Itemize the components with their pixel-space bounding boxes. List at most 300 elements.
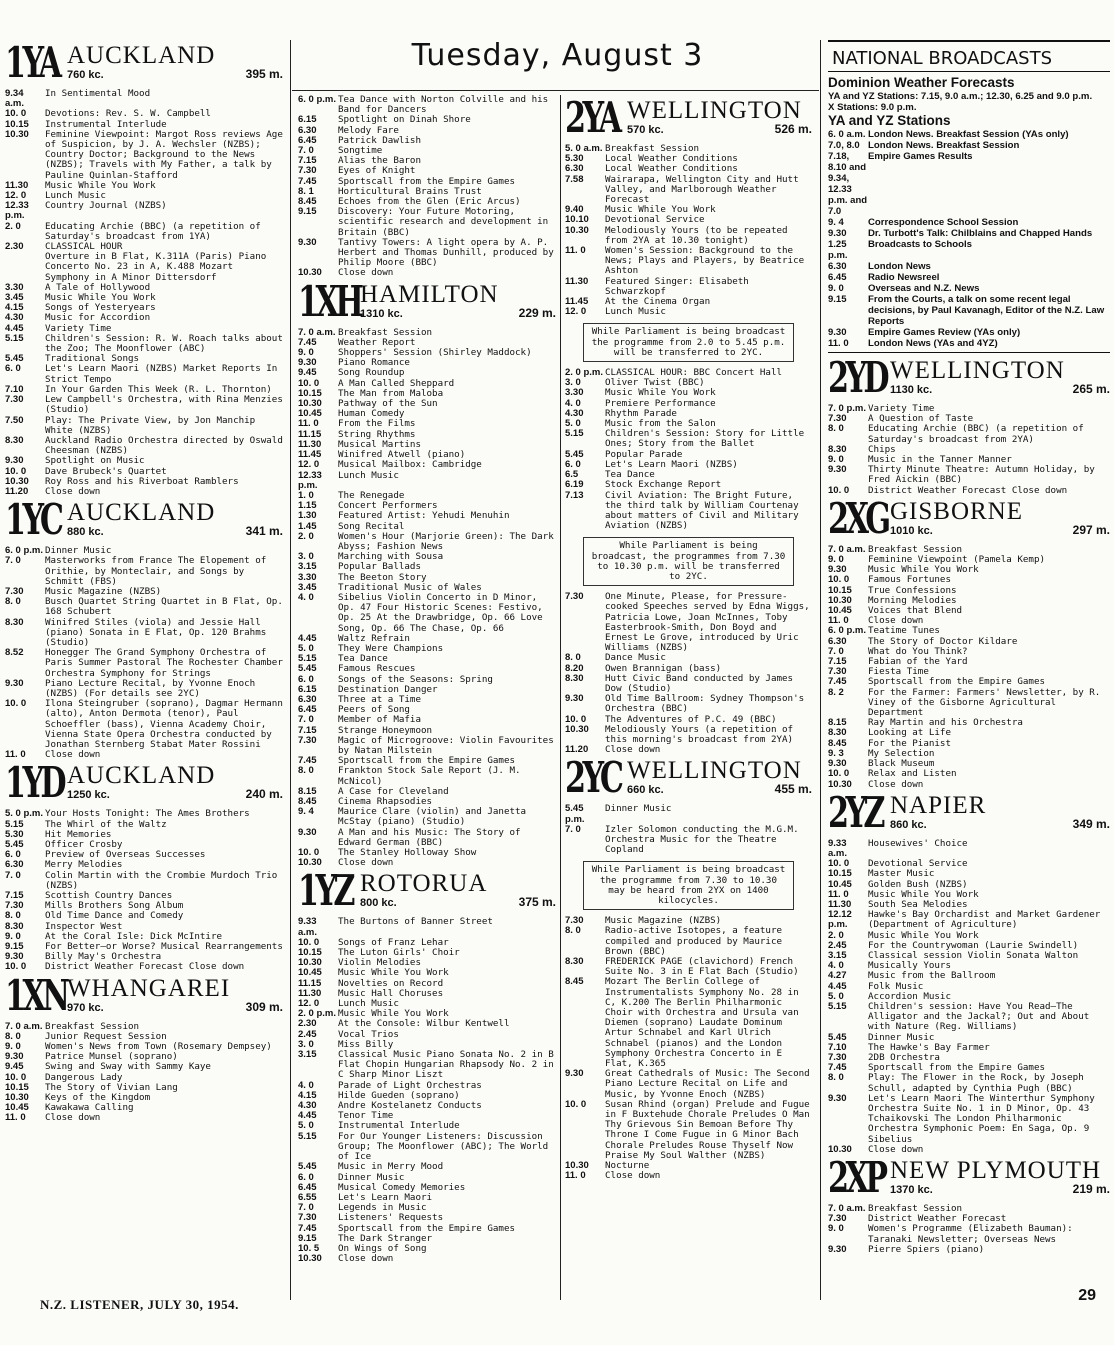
station-wavelength: 395 m. [245, 67, 283, 81]
entry-text: Andre Kostelanetz Conducts [338, 1100, 482, 1112]
entry-time: 9.30 [5, 455, 24, 467]
entry-time: 2.45 [298, 1028, 317, 1040]
entry-time: 8. 0 [828, 1072, 844, 1084]
schedule-entry [298, 948, 556, 958]
entry-time: 2. 0 [828, 929, 844, 941]
entry-text: Women's Session: Background to the News; Plays and Players, by Beatrice Ashton [605, 245, 805, 277]
entry-text: Country Journal (NZBS) [45, 200, 167, 212]
schedule-entry [565, 297, 812, 307]
entry-time: 5.15 [828, 1000, 847, 1012]
schedule-entry [828, 129, 1110, 140]
entry-text: Echoes from the Glen (Eric Arcus) [338, 196, 521, 208]
schedule-entry [828, 327, 1110, 338]
entry-text: Frankton Stock Sale Report (J. M. McNicol) [338, 765, 521, 787]
entry-text: Musical Mailbox: Cambridge [338, 459, 482, 471]
entry-text: Dance Music [605, 652, 666, 664]
entry-text: The Luton Girls' Choir [338, 947, 460, 959]
entry-time: 4. 0 [828, 960, 844, 972]
schedule-entry [298, 471, 556, 491]
entry-time [5, 252, 45, 272]
entry-time: 9.15 [298, 1232, 317, 1244]
entry-time: 8.30 [828, 727, 847, 739]
entry-text: Spotlight on Music [45, 455, 145, 467]
entry-text: Lunch Music [605, 306, 666, 318]
entry-time: 10. 5 [298, 1242, 320, 1254]
entry-text: From the Courts, a talk on some recent legal decisions, by Paul Kavanagh, Editor of the N.Z. Law Reports [868, 294, 1105, 327]
entry-time: 7. 0 [5, 555, 21, 567]
entry-time: 10.15 [298, 387, 322, 399]
schedule-entry [298, 1254, 556, 1264]
entry-text: Children's Session: R. W. Roach talks about the Zoo; The Moonflower (ABC) [45, 332, 283, 355]
entry-text: Close down [338, 267, 394, 279]
schedule-entry [565, 175, 812, 206]
entry-time: 11.20 [5, 485, 29, 497]
entry-text: Old Time Ballroom: Sydney Thompson's Orchestra (BBC) [605, 693, 805, 715]
schedule-entry [298, 1101, 556, 1111]
station-frequency: 660 kc. [627, 784, 664, 797]
entry-text: Alias the Baron [338, 155, 421, 167]
entry-text: Patrice Munsel (soprano) [45, 1051, 178, 1063]
entry-time: 9. 0 [5, 1041, 21, 1053]
entry-time: 8.15 [298, 785, 317, 797]
schedule-entry [5, 416, 283, 436]
entry-time: 8.45 [565, 976, 584, 988]
schedule-entry [298, 1193, 556, 1203]
entry-text: Eyes of Knight [338, 165, 416, 177]
entry-text: Music While You Work [605, 204, 716, 216]
entry-time: 6. 0 [565, 458, 581, 470]
entry-text: Let's Learn Maori (NZBS) Market Reports In Strict Tempo [45, 363, 278, 385]
entry-text: Folk Music [868, 980, 924, 992]
entry-time: 6.19 [565, 479, 584, 491]
entry-text: Sibelius Violin Concerto in D Minor, Op. 47 Four Historic Scenes: Festivo, Op. 25 At the Drawbridge, Op. 66 Love Song, Op. 66 The Chase, Op. 66 [338, 591, 543, 634]
entry-time: 7.30 [828, 666, 847, 678]
entry-time: 8. 2 [828, 686, 844, 698]
entry-time: 5.45 [828, 1031, 847, 1043]
entry-text: Women's News from Town (Rosemary Dempsey) [45, 1041, 272, 1053]
entry-text: Sportscall from the Empire Games [338, 175, 516, 187]
entry-time: 10.30 [5, 1092, 29, 1104]
station-city: WHANGAREI [67, 974, 231, 1002]
entry-time: 3. 0 [565, 377, 581, 389]
entry-text: Music While You Work [45, 292, 156, 304]
entry-text: Looking at Life [868, 727, 951, 739]
station-callsign: 1YD [5, 758, 64, 808]
entry-text: Song Recital [338, 520, 405, 532]
entry-time: 11. 0 [828, 888, 849, 900]
entry-time: 3.15 [298, 1049, 317, 1061]
entry-text: Music from the Ballroom [868, 970, 996, 982]
column-rule [560, 95, 561, 1300]
entry-time: 10.30 [565, 723, 589, 735]
entry-text: Music in the Tanner Manner [868, 454, 1012, 466]
entry-time: 6.15 [298, 683, 317, 695]
entry-time: 6.45 [298, 134, 317, 146]
entry-time: 6.55 [298, 1191, 317, 1203]
column-rule [820, 40, 821, 1300]
entry-time: 4.30 [298, 1100, 317, 1112]
schedule-entry [298, 358, 556, 368]
entry-time: 11. 0 [828, 338, 849, 349]
entry-time: 6. 0 a.m. [828, 129, 866, 140]
entry-text: Classical session Violin Sonata Walton [868, 949, 1079, 961]
entry-text: Songtime [338, 145, 383, 157]
station-frequency: 1310 kc. [360, 307, 403, 320]
entry-time: 9.30 [828, 228, 847, 239]
entry-time: 9.30 [828, 1243, 847, 1255]
entry-text: At the Console: Wilbur Kentwell [338, 1018, 510, 1030]
entry-text: Lunch Music [338, 998, 399, 1010]
entry-text: Dr. Turbott's Talk: Chilblains and Chapped Hands [868, 228, 1093, 239]
entry-time: 2. 0 [5, 220, 21, 232]
entry-text: Music While You Work [338, 1008, 449, 1020]
entry-time: 9.30 [5, 677, 24, 689]
entry-time: 7.30 [5, 900, 24, 912]
station-wavelength: 526 m. [774, 122, 812, 136]
entry-text: Music While You Work [45, 179, 156, 191]
entry-time: 7.10 [828, 1041, 847, 1053]
entry-time: 10. 0 [298, 377, 320, 389]
entry-text: Close down [868, 778, 924, 790]
entry-text: 2DB Orchestra [868, 1051, 940, 1063]
entry-text: Music Magazine (NZBS) [605, 915, 722, 927]
entry-text: The Hawke's Bay Farmer [868, 1041, 990, 1053]
entry-text: Hit Memories [45, 828, 112, 840]
schedule-entry [565, 725, 812, 745]
entry-time: 11. 0 [565, 1170, 586, 1182]
entry-time: 10.15 [5, 1081, 29, 1093]
station-frequency: 1010 kc. [890, 524, 933, 537]
schedule-entry [5, 1113, 283, 1123]
entry-time: 6. 0 [5, 849, 21, 861]
entry-text: Pathway of the Sun [338, 398, 438, 410]
entry-text: Pierre Spiers (piano) [868, 1243, 985, 1255]
entry-time: 5. 0 a.m. [565, 143, 603, 154]
schedule-entry [298, 593, 556, 634]
entry-text: Maurice Clare (violin) and Janetta McStay (piano) (Studio) [338, 806, 527, 828]
station-block [5, 38, 283, 497]
entry-text: Empire Games Review (YAs only) [868, 327, 1021, 338]
entry-time: 10. 0 [565, 713, 587, 725]
station-block [828, 787, 1110, 1155]
schedule-entry [565, 399, 812, 409]
entry-text: FREDERICK PAGE (clavichord) French Suite No. 3 in E Flat Bach (Studio) [605, 956, 799, 978]
station-city: GISBORNE [890, 497, 1024, 525]
entry-time: 4.45 [298, 1110, 317, 1122]
entry-text: Music While You Work [868, 888, 979, 900]
entry-time: 7.45 [298, 1222, 317, 1234]
entry-text: Teatime Tunes [868, 625, 940, 637]
ya-entry-list [828, 129, 1110, 353]
entry-time: 9.30 [828, 758, 847, 770]
entry-text: Miss Billy [338, 1038, 394, 1050]
entry-time: 7. 0 [565, 823, 581, 835]
entry-text: Hilde Gueden (soprano) [338, 1089, 460, 1101]
schedule-entry [828, 261, 1110, 272]
entry-text: Music While You Work [605, 387, 716, 399]
entry-time: 9.30 [298, 826, 317, 838]
entry-time: 7.30 [5, 585, 24, 597]
schedule-entry [298, 705, 556, 715]
entry-text: Piano Romance [338, 357, 410, 369]
entry-text: Your Hosts Tonight: The Ames Brothers [45, 808, 250, 820]
entry-time: 8.30 [5, 920, 24, 932]
entry-time: 5.30 [565, 153, 584, 165]
entry-text: Devotional Service [868, 858, 968, 870]
entry-time: 9.30 [828, 464, 847, 476]
entry-text: Songs of Yesteryears [45, 302, 156, 314]
schedule-entry [565, 804, 812, 824]
entry-time: 2.45 [828, 939, 847, 951]
entry-time: 7.58 [565, 173, 584, 185]
schedule-entry [565, 694, 812, 714]
entry-text: Sportscall from the Empire Games [868, 676, 1046, 688]
title-rule [292, 90, 819, 91]
station-block [5, 970, 283, 1124]
entry-text: Morning Melodies [868, 594, 957, 606]
entry-time: 7.45 [828, 1062, 847, 1074]
entry-text: Music from the Salon [605, 418, 716, 430]
schedule-entry [828, 140, 1110, 151]
entry-time: 9. 0 [828, 1223, 844, 1235]
station-wavelength: 309 m. [245, 999, 283, 1014]
entry-time: 12. 0 [298, 998, 320, 1010]
schedule-entry [828, 283, 1110, 294]
entry-time: 8.15 [828, 717, 847, 729]
entry-text: Women's Hour (Marjorie Green): The Dark Abyss; Fashion News [338, 530, 554, 552]
schedule-entry [298, 207, 556, 238]
entry-text: Dave Brubeck's Quartet [45, 465, 167, 477]
schedule-entry [565, 246, 812, 277]
entry-text: Variety Time [45, 322, 112, 334]
station-block [5, 495, 283, 761]
column-2 [298, 95, 556, 1264]
entry-time: 6. 0 p.m. [828, 625, 867, 637]
entry-time: 10.30 [298, 267, 322, 279]
entry-text: Close down [338, 857, 394, 869]
station-wavelength: 349 m. [1072, 816, 1110, 831]
entry-time: 12. 0 [565, 306, 587, 318]
entry-time: 6.45 [298, 704, 317, 716]
station-header [828, 353, 1110, 402]
station-city: WELLINGTON [627, 97, 802, 124]
schedule-entry [5, 699, 283, 750]
entry-text: A Question of Taste [868, 413, 974, 425]
schedule-entry [5, 556, 283, 587]
schedule-entry [5, 871, 283, 891]
entry-text: Mozart The Berlin College of Instrumentalists Symphony No. 28 in C, K.200 The Berlin Philharmonic Choir with Orchestra and Ursula van Diemen (soprano) Laudate Dominum Artur Schnabel and Karl Ulrich Schnabel (pianos) and the London Symphony Orchestra Concerto in E Flat, K.365 [605, 976, 799, 1070]
schedule-entry [298, 644, 556, 654]
station-city: WELLINGTON [627, 757, 802, 785]
entry-text: Golden Bush (NZBS) [868, 878, 968, 890]
entry-time: 11.30 [298, 987, 322, 999]
schedule-entry [298, 430, 556, 440]
entry-time: 10.45 [298, 408, 322, 420]
schedule-entry [298, 1162, 556, 1172]
entry-text: For the Countrywoman (Laurie Swindell) [868, 939, 1079, 951]
entry-text: Lunch Music [45, 190, 106, 202]
entry-time: 10. 0 [828, 484, 850, 496]
entry-text: Educating Archie (BBC) (a repetition of Saturday's broadcast from 1YA) [45, 220, 261, 242]
entry-text: A Tale of Hollywood [45, 281, 151, 293]
entry-text: Black Museum [868, 758, 935, 770]
entry-text: Radio Newsreel [868, 272, 940, 283]
entry-time: 9.30 [565, 693, 584, 705]
entry-text: A Man and his Music: The Story of Edward German (BBC) [338, 826, 521, 848]
entry-time: 11.15 [298, 428, 322, 440]
entry-time: 7. 0 [298, 1202, 314, 1214]
entry-time: 2. 0 p.m. [298, 1008, 337, 1020]
station-city: NEW PLYMOUTH [890, 1157, 1102, 1184]
entry-text: The Stanley Holloway Show [338, 847, 477, 859]
entry-text: Dangerous Lady [45, 1071, 123, 1083]
entry-time: 9.30 [565, 1068, 584, 1080]
entry-time: 6.30 [298, 693, 317, 705]
entry-time: 5. 0 [565, 418, 581, 430]
entry-text: The Story of Vivian Lang [45, 1081, 178, 1093]
schedule-entry [298, 532, 556, 552]
entry-text: One Minute, Please, for Pressure-cooked Speeches served by Edna Wiggs, Patricia Lowe, Joan McInnes, Toby Easterbrook-Smith, Don Boyd and Ernest Le Grove, introduced by Uric Williams (NZBS) [605, 591, 810, 654]
entry-text: Fiesta Time [868, 666, 929, 678]
entry-text: The Dark Stranger [338, 1232, 433, 1244]
schedule-entry [565, 1069, 812, 1100]
station-city: AUCKLAND [67, 762, 216, 790]
entry-text: Music Magazine (NZBS) [45, 585, 162, 597]
schedule-entry [828, 228, 1110, 239]
entry-text: Lew Campbell's Orchestra, with Rina Menzies (Studio) [45, 394, 283, 416]
entry-time: 6.30 [828, 635, 847, 647]
station-header [5, 970, 283, 1020]
station-callsign: 2YZ [828, 787, 882, 837]
entry-time: 1.25 p.m. [828, 239, 848, 261]
entry-text: Preview of Overseas Successes [45, 849, 206, 861]
entry-text: Relax and Listen [868, 768, 957, 780]
entry-text: In Your Garden This Week (R. L. Thornton) [45, 383, 272, 395]
station-callsign: 1XH [298, 276, 361, 326]
entry-text: CLASSICAL HOUR: BBC Concert Hall [605, 367, 783, 379]
station-city: HAMILTON [360, 280, 499, 308]
entry-time: 3.30 [5, 281, 24, 293]
schedule-entry [298, 1132, 556, 1163]
entry-time: 9.15 [5, 941, 24, 953]
entry-text: Music While You Work [338, 967, 449, 979]
entry-time: 8.30 [5, 434, 24, 446]
schedule-entry [298, 146, 556, 156]
entry-time: 2.30 [298, 1018, 317, 1030]
station-wavelength: 297 m. [1072, 522, 1110, 537]
entry-text: Music for Accordion [45, 312, 151, 324]
entry-time: 11.30 [828, 898, 852, 910]
entry-text: Overture in B Flat, K.311A (Paris) Piano Concerto No. 23 in A, K.488 Mozart [45, 251, 267, 273]
entry-text: Master Music [868, 868, 935, 880]
schedule-entry [565, 592, 812, 653]
entry-time: 8. 0 [298, 765, 314, 777]
entry-time: 6.45 [828, 272, 847, 283]
entry-text: The Man from Maloba [338, 387, 444, 399]
entry-text: Ilona Steingruber (soprano), Dagmar Hermann (alto), Anton Dermota (tenor), Paul Schoeffler (bass), Vienna Academy Choir, Vienna State Opera Orchestra conducted by Jonathan Sternberg Stabat Mater Rossini [45, 698, 283, 750]
entry-time: 12. 0 [298, 459, 320, 471]
entry-text: What do You Think? [868, 645, 968, 657]
schedule-entry [828, 1073, 1110, 1093]
entry-time: 8. 0 [5, 1030, 21, 1042]
station-callsign: 1YA [5, 38, 59, 87]
entry-text: Rhythm Parade [605, 407, 677, 419]
entry-time: 8. 1 [298, 185, 314, 197]
entry-time: 5.15 [5, 818, 24, 830]
entry-time: 7.0, 8.0 [828, 140, 860, 151]
station-header [828, 787, 1110, 837]
entry-text: Human Comedy [338, 408, 405, 420]
entry-text: Susan Rhind (organ) Prelude and Fugue in F Buxtehude Chorale Preludes O Man Thy Grievous Sin Bemoan Before Thy Throne I Come Fugue in G Minor Bach Chorale Preludes Rouse Thyself Now Praise My Soul Walther (NZBS) [605, 1098, 810, 1161]
entry-time: 8.45 [298, 796, 317, 807]
entry-text: From the Films [338, 418, 416, 430]
entry-time: 10. 0 [828, 574, 850, 586]
entry-time: 10.30 [298, 857, 322, 869]
entry-text: String Rhythms [338, 428, 416, 440]
entry-time: 5.30 [5, 828, 24, 840]
entry-text: Junior Request Session [45, 1030, 167, 1042]
entry-text: Dinner Music [45, 545, 112, 557]
entry-time: 11.30 [565, 275, 589, 287]
entry-text: Dinner Music [338, 1171, 405, 1183]
entry-time: 5. 0 p.m. [5, 808, 44, 820]
entry-time: 3.30 [298, 571, 317, 583]
schedule-entry [298, 156, 556, 166]
schedule-entry [298, 1019, 556, 1029]
entry-time: 8. 0 [828, 423, 844, 435]
entry-text: The Burtons of Banner Street [338, 916, 493, 928]
entry-text: Let's Learn Maori (NZBS) [605, 458, 738, 470]
entry-text: Breakfast Session [868, 1203, 963, 1214]
station-header [565, 753, 812, 803]
schedule-entry [565, 460, 812, 470]
entry-text: Overseas and N.Z. News [868, 283, 980, 294]
schedule-entry [565, 1161, 812, 1171]
entry-time: 7.30 [565, 915, 584, 927]
entry-text: Musical Comedy Memories [338, 1181, 466, 1193]
schedule-entry [5, 597, 283, 617]
entry-time: 10.15 [298, 947, 322, 959]
entry-time: 7.30 [828, 1051, 847, 1063]
entry-text: Close down [605, 744, 661, 756]
entry-time: 9.34 a.m. [5, 88, 25, 110]
entry-time: 9. 0 [828, 283, 844, 294]
entry-text: Scottish Country Dances [45, 890, 173, 902]
station-callsign: 2YD [828, 353, 887, 402]
entry-time: 9.30 [828, 327, 847, 338]
schedule-entry [298, 348, 556, 358]
entry-time: 11.30 [298, 438, 322, 450]
entry-time: 2. 0 p.m. [565, 367, 604, 379]
entry-text: A Man Called Sheppard [338, 377, 455, 389]
schedule-entry [298, 1050, 556, 1081]
entry-time: 3.15 [298, 561, 317, 573]
station-block [298, 866, 556, 1265]
station-callsign: 1XN [5, 970, 67, 1020]
entry-text: Tenor Time [338, 1110, 394, 1122]
entry-time: 7.45 [298, 175, 317, 187]
station-frequency: 800 kc. [360, 897, 397, 910]
ya-stations-title: YA and YZ Stations [828, 113, 951, 128]
entry-text: Member of Mafia [338, 714, 421, 726]
entry-text: Tea Dance [605, 469, 655, 481]
entry-time: 7.30 [298, 1212, 317, 1224]
station-wavelength: 375 m. [518, 895, 556, 910]
entry-text: Symphony in A Minor Dittersdorf [45, 271, 217, 283]
entry-text: Close down [338, 1253, 394, 1265]
entry-text: Keys of the Kingdom [45, 1092, 151, 1104]
station-frequency: 1370 kc. [890, 1184, 933, 1196]
